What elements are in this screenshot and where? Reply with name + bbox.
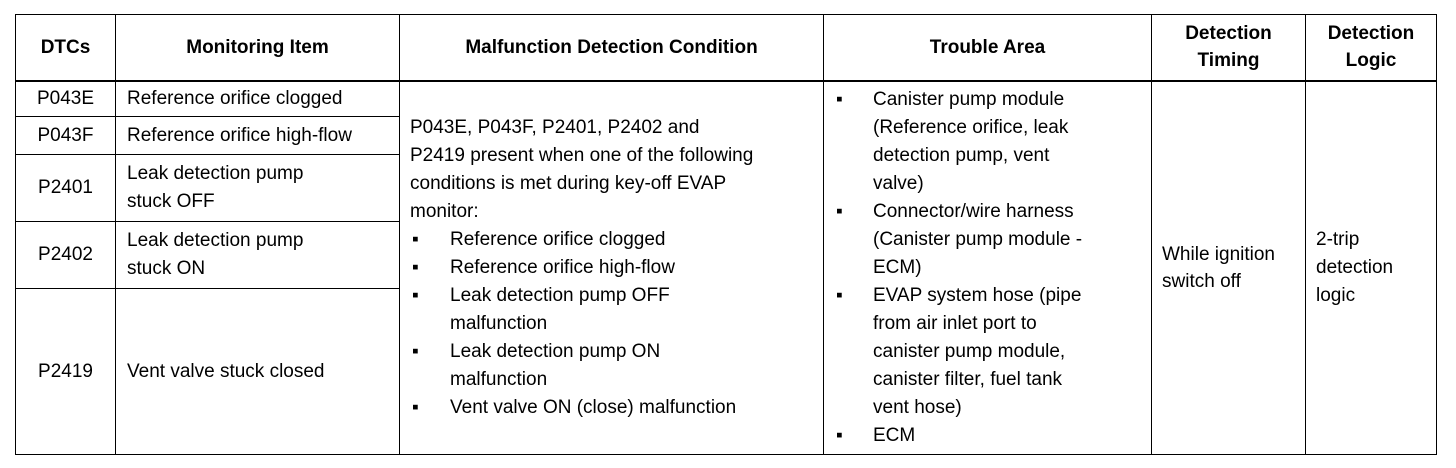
header-malfunction-detection-condition: Malfunction Detection Condition	[400, 15, 824, 81]
trouble-area-text: detection pump, vent	[873, 144, 1050, 166]
monitoring-item-line: Leak detection pump	[127, 163, 304, 184]
trouble-area-text: ECM	[873, 424, 916, 446]
trouble-area-text: valve)	[873, 172, 924, 194]
list-item	[410, 394, 817, 422]
monitoring-item-line: Leak detection pump	[127, 230, 304, 251]
monitoring-item: Vent valve stuck closed	[116, 289, 400, 455]
header-detection-timing-line2: Timing	[1197, 50, 1260, 72]
list-item	[834, 86, 1145, 198]
monitoring-item-line: stuck OFF	[127, 191, 215, 212]
dtc-code: P043E	[16, 81, 116, 117]
monitoring-item: Reference orifice high-flow	[116, 117, 400, 155]
header-detection-logic-line2: Logic	[1345, 50, 1397, 72]
trouble-area-text: from air inlet port to	[873, 312, 1037, 334]
condition-intro-line: monitor:	[410, 200, 479, 222]
header-row	[16, 15, 1437, 81]
condition-bullet-text: Reference orifice clogged	[450, 228, 666, 250]
list-item	[834, 198, 1145, 282]
table-row	[16, 81, 1437, 117]
trouble-area-text: Canister pump module	[873, 88, 1065, 110]
list-item	[834, 422, 1145, 450]
dtc-code: P2419	[16, 289, 116, 455]
list-item	[410, 254, 817, 282]
detection-logic-line: logic	[1316, 284, 1356, 306]
trouble-area-text: canister pump module,	[873, 340, 1066, 362]
trouble-area-text: ECM)	[873, 256, 922, 278]
header-detection-logic-line1: Detection	[1327, 23, 1415, 45]
bullet-icon: ▪	[412, 340, 419, 362]
header-monitoring-item: Monitoring Item	[116, 15, 400, 81]
condition-intro-line: P043E, P043F, P2401, P2402 and	[410, 116, 700, 138]
header-detection-timing	[1152, 15, 1306, 81]
monitoring-item-line: stuck ON	[127, 258, 206, 279]
detection-timing-line: switch off	[1162, 270, 1241, 292]
header-dtcs: DTCs	[16, 15, 116, 81]
list-item	[410, 226, 817, 254]
monitoring-item: Reference orifice clogged	[116, 81, 400, 117]
trouble-area-text: canister filter, fuel tank	[873, 368, 1063, 390]
condition-bullet-text: Reference orifice high-flow	[450, 256, 675, 278]
bullet-icon: ▪	[412, 284, 419, 306]
list-item	[410, 282, 817, 338]
bullet-icon: ▪	[836, 424, 843, 446]
condition-bullet-text: malfunction	[450, 368, 548, 390]
trouble-area-text: Connector/wire harness	[873, 200, 1074, 222]
header-detection-timing-line1: Detection	[1185, 23, 1272, 45]
bullet-icon: ▪	[412, 396, 419, 418]
bullet-icon: ▪	[412, 228, 419, 250]
bullet-icon: ▪	[836, 88, 843, 110]
list-item	[410, 338, 817, 394]
detection-logic-line: 2-trip	[1316, 228, 1360, 250]
condition-bullet-text: malfunction	[450, 312, 548, 334]
malfunction-condition-cell	[400, 81, 824, 455]
trouble-area-text: EVAP system hose (pipe	[873, 284, 1082, 306]
header-detection-logic	[1306, 15, 1437, 81]
condition-bullet-text: Leak detection pump ON	[450, 340, 661, 362]
dtc-code: P043F	[16, 117, 116, 155]
condition-intro	[410, 114, 817, 226]
dtc-code: P2401	[16, 155, 116, 222]
condition-bullet-text: Leak detection pump OFF	[450, 284, 670, 306]
condition-intro-line: P2419 present when one of the following	[410, 144, 754, 166]
detection-timing-cell	[1152, 81, 1306, 455]
detection-logic-line: detection	[1316, 256, 1394, 278]
dtc-table	[15, 14, 1437, 455]
trouble-area-text: vent hose)	[873, 396, 962, 418]
bullet-icon: ▪	[836, 284, 843, 306]
trouble-area-cell	[824, 81, 1152, 455]
trouble-area-text: (Canister pump module -	[873, 228, 1083, 250]
trouble-area-list	[834, 86, 1145, 450]
condition-bullet-text: Vent valve ON (close) malfunction	[450, 396, 737, 418]
monitoring-item	[116, 222, 400, 289]
bullet-icon: ▪	[412, 256, 419, 278]
condition-intro-line: conditions is met during key-off EVAP	[410, 172, 727, 194]
list-item	[834, 282, 1145, 422]
header-trouble-area: Trouble Area	[824, 15, 1152, 81]
bullet-icon: ▪	[836, 200, 843, 222]
detection-timing-line: While ignition	[1162, 243, 1275, 265]
condition-bullet-list	[410, 226, 817, 422]
trouble-area-text: (Reference orifice, leak	[873, 116, 1069, 138]
detection-logic-cell	[1306, 81, 1437, 455]
monitoring-item	[116, 155, 400, 222]
dtc-code: P2402	[16, 222, 116, 289]
